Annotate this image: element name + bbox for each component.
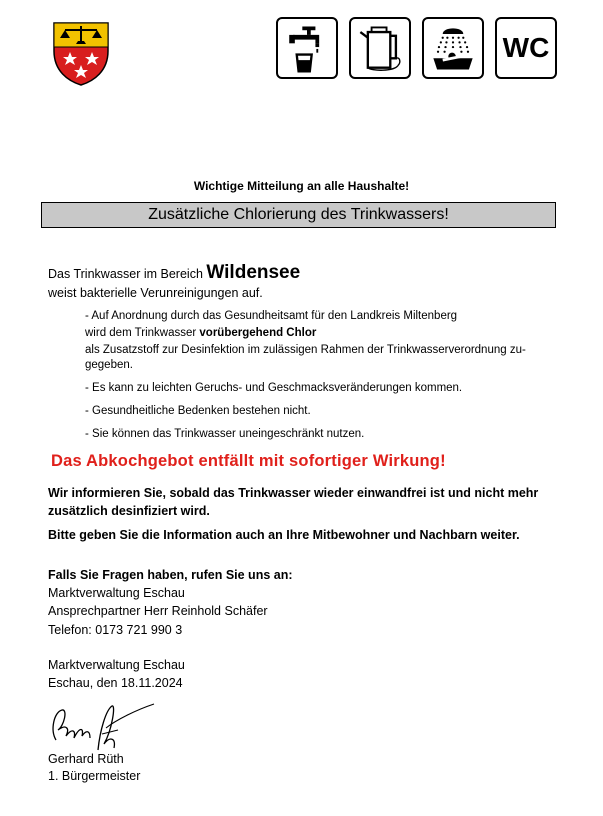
footer-place-date: Eschau, den 18.11.2024 (48, 676, 183, 690)
notice-heading: Wichtige Mitteilung an alle Haushalte! (193, 179, 410, 193)
contact-heading: Falls Sie Fragen haben, rufen Sie uns an: (48, 568, 293, 582)
bullet-2: - Es kann zu leichten Geruchs- und Geschmacksveränderungen kommen. (85, 382, 463, 394)
water-tap-icon (276, 17, 338, 79)
bullet-1-line-2 (85, 326, 545, 341)
signer-role: 1. Bürgermeister (48, 769, 141, 783)
coat-of-arms (52, 21, 110, 87)
intro-place: Wildensee (206, 262, 301, 283)
info-line-2: zusätzlich desinfiziert wird. (48, 504, 210, 518)
shower-icon (422, 17, 484, 79)
bullet-1-line-2-bold: vorübergehend Chlor (199, 327, 317, 339)
intro-line-1 (48, 264, 300, 283)
bullet-3: - Gesundheitliche Bedenken bestehen nicht. (85, 405, 311, 417)
bullet-1-line-1: - Auf Anordnung durch das Gesundheitsamt für den Landkreis Miltenberg (85, 310, 458, 322)
pass-on-request: Bitte geben Sie die Information auch an Ihre Mitbewohner und Nachbarn weiter. (48, 528, 520, 542)
boil-notice-lifted: Das Abkochgebot entfällt mit sofortiger Wirkung! (51, 452, 446, 470)
kettle-icon (349, 17, 411, 79)
contact-office: Marktverwaltung Eschau (48, 586, 185, 600)
contact-person: Ansprechpartner Herr Reinhold Schäfer (48, 604, 268, 618)
page-title: Zusätzliche Chlorierung des Trinkwassers! (41, 202, 556, 228)
bullet-1-line-4: gegeben. (85, 359, 133, 371)
signer-name: Gerhard Rüth (48, 752, 124, 766)
bullet-1-line-3: als Zusatzstoff zur Desinfektion im zulässigen Rahmen der Trinkwasserverordnung zu- (85, 344, 526, 356)
intro-prefix: Das Trinkwasser im Bereich (48, 267, 203, 281)
footer-office: Marktverwaltung Eschau (48, 658, 185, 672)
intro-line-2: weist bakterielle Verunreinigungen auf. (48, 286, 263, 300)
bullet-4: - Sie können das Trinkwasser uneingeschränkt nutzen. (85, 428, 365, 440)
bullet-1-line-2-prefix: wird dem Trinkwasser (85, 327, 197, 339)
info-line-1: Wir informieren Sie, sobald das Trinkwasser wieder einwandfrei ist und nicht mehr (48, 486, 539, 500)
wc-icon: WC (495, 17, 557, 79)
contact-phone: Telefon: 0173 721 990 3 (48, 623, 183, 637)
